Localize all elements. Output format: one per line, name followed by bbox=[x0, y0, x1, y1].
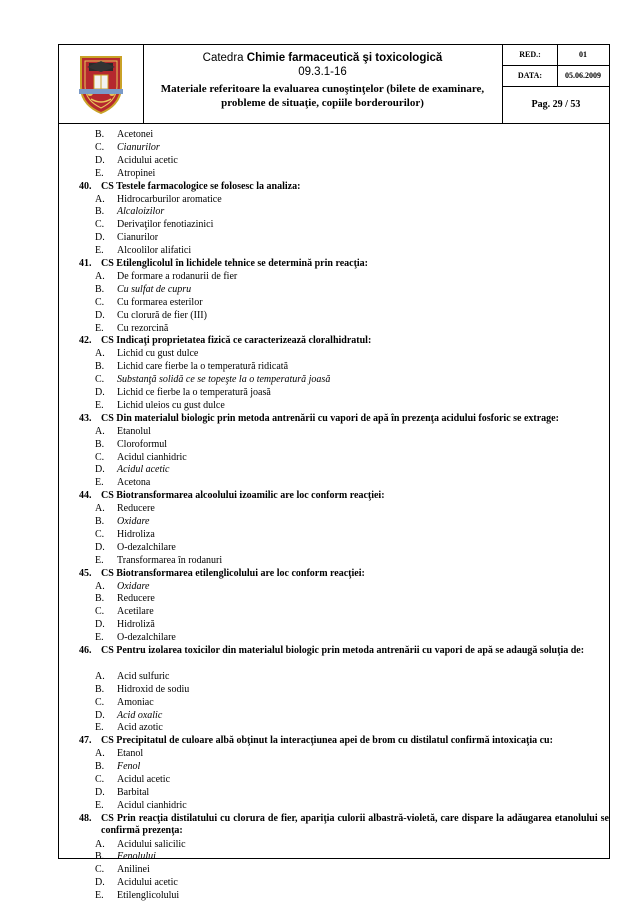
option-letter: B. bbox=[95, 761, 105, 773]
option-letter: C. bbox=[95, 374, 105, 386]
option-letter: E. bbox=[95, 554, 104, 566]
option-text: Lichid uleios cu gust dulce bbox=[117, 399, 225, 411]
question-number: 44. bbox=[79, 490, 92, 502]
question-text: CS Testele farmacologice se folosesc la analiza: bbox=[101, 180, 301, 192]
option-letter: E. bbox=[95, 722, 104, 734]
option-letter: C. bbox=[95, 528, 105, 540]
option-text: Acidul acetic bbox=[117, 774, 171, 785]
option-letter: E. bbox=[95, 245, 104, 257]
option-letter: E. bbox=[95, 890, 104, 902]
correct-option-text: Oxidare bbox=[117, 580, 150, 592]
option-text: Acidul cianhidric bbox=[117, 451, 187, 463]
option-letter: A. bbox=[95, 748, 105, 760]
option-letter: B. bbox=[95, 438, 105, 450]
question-text: CS Pentru izolarea toxicilor din materialul biologic prin metoda antrenării cu vapori de apă se adaugă soluţia de: bbox=[101, 645, 585, 656]
option-text: Cloroformul bbox=[117, 438, 167, 450]
option-text: Acetona bbox=[117, 477, 151, 489]
question-text: CS Prin reacţia distilatului cu clorura de fier, apariţia culorii albastră-violetă, care dispare la adăugarea etanolului se confirmă prezenţa: bbox=[101, 812, 609, 836]
question-text: CS Biotransformarea alcoolului izoamilic are loc conform reacţiei: bbox=[101, 490, 385, 502]
option-text: Etanol bbox=[117, 748, 144, 760]
document-code: 09.3.1-16 bbox=[298, 66, 347, 78]
option-letter: E. bbox=[95, 322, 104, 334]
option-letter: B. bbox=[95, 593, 105, 605]
option-letter: C. bbox=[95, 864, 105, 876]
option-letter: B. bbox=[95, 361, 105, 373]
option-text: Reducere bbox=[117, 593, 155, 605]
option-letter: A. bbox=[95, 348, 105, 360]
question-text: CS Din materialul biologic prin metoda antrenării cu vapori de apă în prezenţa acidului fosforic se extrage: bbox=[101, 412, 559, 424]
option-letter: D. bbox=[95, 786, 105, 798]
department-name: Chimie farmaceutică şi toxicologică bbox=[246, 52, 443, 64]
option-text: Cu rezorcină bbox=[117, 322, 169, 334]
option-letter: B. bbox=[95, 851, 105, 863]
option-text: Anilinei bbox=[117, 864, 150, 876]
option-text: Acidului acetic bbox=[117, 154, 178, 166]
option-text: Lichid cu gust dulce bbox=[117, 348, 199, 360]
option-text: Barbital bbox=[117, 786, 150, 798]
question-number: 46. bbox=[79, 645, 92, 656]
question-text: CS Indicaţi proprietatea fizică ce caracterizează cloralhidratul: bbox=[101, 335, 372, 347]
department-line bbox=[143, 51, 502, 65]
logo-cell bbox=[59, 45, 144, 123]
option-letter: B. bbox=[95, 206, 105, 218]
option-letter: C. bbox=[95, 774, 105, 785]
option-letter: A. bbox=[95, 425, 105, 437]
option-text: Acidului acetic bbox=[117, 877, 178, 889]
option-letter: E. bbox=[95, 632, 104, 644]
page-number: Pag. 29 / 53 bbox=[531, 99, 581, 110]
question-number: 40. bbox=[79, 180, 92, 192]
option-letter: E. bbox=[95, 799, 104, 811]
correct-option-text: Fenolului bbox=[117, 851, 156, 863]
question-number: 47. bbox=[79, 735, 92, 747]
option-letter: D. bbox=[95, 877, 105, 889]
date-value: 05.06.2009 bbox=[557, 66, 609, 87]
option-letter: E. bbox=[95, 399, 104, 411]
option-letter: A. bbox=[95, 670, 105, 682]
option-letter: B. bbox=[95, 516, 105, 527]
question-text: CS Biotransformarea etilenglicolului are loc conform reacţiei: bbox=[101, 567, 365, 579]
option-letter: C. bbox=[95, 296, 105, 308]
correct-option-text: Cu sulfat de cupru bbox=[117, 283, 192, 295]
department-prefix: Catedra bbox=[202, 52, 244, 64]
option-letter: B. bbox=[95, 129, 105, 140]
option-letter: C. bbox=[95, 141, 105, 153]
option-letter: E. bbox=[95, 477, 104, 489]
question-text: CS Precipitatul de culoare albă obţinut la interacţiunea apei de brom cu distilatul confirmă intoxicaţia cu: bbox=[101, 735, 553, 747]
option-letter: D. bbox=[95, 709, 105, 721]
option-text: Hidrocarburilor aromatice bbox=[117, 193, 222, 205]
option-letter: C. bbox=[95, 219, 105, 231]
question-number: 48. bbox=[79, 812, 92, 824]
option-letter: D. bbox=[95, 619, 105, 631]
option-text: De formare a rodanurii de fier bbox=[117, 270, 238, 282]
option-letter: A. bbox=[95, 580, 105, 592]
university-seal-icon bbox=[75, 53, 127, 115]
option-text: Acid azotic bbox=[117, 722, 163, 734]
option-letter: B. bbox=[95, 683, 105, 695]
option-text: Transformarea în rodanuri bbox=[117, 554, 223, 566]
option-text: Acidului salicilic bbox=[117, 838, 186, 850]
option-text: Hidroliza bbox=[117, 528, 155, 540]
option-letter: D. bbox=[95, 387, 105, 398]
option-letter: C. bbox=[95, 696, 105, 708]
option-letter: A. bbox=[95, 838, 105, 850]
option-text: Hidroxid de sodiu bbox=[117, 683, 190, 695]
option-text: Acidul cianhidric bbox=[117, 799, 187, 811]
red-label: RED.: bbox=[503, 45, 558, 66]
correct-option-text: Substanţă solidă ce se topeşte la o temperatură joasă bbox=[117, 374, 331, 386]
option-text: Amoniac bbox=[117, 696, 154, 708]
option-text: Acetonei bbox=[117, 129, 154, 140]
correct-option-text: Acidul acetic bbox=[117, 464, 170, 476]
option-text: Cianurilor bbox=[117, 232, 159, 244]
option-letter: B. bbox=[95, 283, 105, 295]
option-letter: A. bbox=[95, 193, 105, 205]
revision-cell bbox=[503, 45, 609, 123]
option-text: Hidroliză bbox=[117, 619, 155, 631]
correct-option-text: Alcaloizilor bbox=[117, 206, 165, 218]
question-number: 42. bbox=[79, 335, 92, 347]
option-text: O-dezalchilare bbox=[117, 541, 176, 553]
option-letter: D. bbox=[95, 541, 105, 553]
question-number: 45. bbox=[79, 567, 92, 579]
option-text: O-dezalchilare bbox=[117, 632, 176, 644]
option-text: Etanolul bbox=[117, 425, 151, 437]
option-text: Reducere bbox=[117, 503, 155, 515]
option-text: Cu clorură de fier (III) bbox=[117, 309, 207, 321]
question-number: 43. bbox=[79, 412, 92, 424]
option-text: Cu formarea esterilor bbox=[117, 296, 203, 308]
correct-option-text: Fenol bbox=[117, 761, 141, 773]
correct-option-text: Oxidare bbox=[117, 516, 150, 527]
option-letter: D. bbox=[95, 309, 105, 321]
option-text: Alcoolilor alifatici bbox=[117, 245, 192, 257]
date-label: DATA: bbox=[503, 66, 558, 87]
option-letter: C. bbox=[95, 451, 105, 463]
option-letter: E. bbox=[95, 167, 104, 179]
correct-option-text: Cianurilor bbox=[117, 141, 160, 153]
option-letter: A. bbox=[95, 270, 105, 282]
correct-option-text: Acid oxalic bbox=[117, 709, 163, 721]
option-text: Derivaţilor fenotiazinici bbox=[117, 219, 214, 231]
option-text: Acetilare bbox=[117, 606, 154, 618]
option-letter: A. bbox=[95, 503, 105, 515]
option-text: Lichid care fierbe la o temperatură ridicată bbox=[117, 361, 289, 373]
option-text: Lichid ce fierbe la o temperatură joasă bbox=[117, 387, 271, 398]
red-value: 01 bbox=[557, 45, 609, 66]
option-text: Etilenglicolului bbox=[117, 890, 180, 902]
option-letter: D. bbox=[95, 464, 105, 476]
question-number: 41. bbox=[79, 258, 92, 269]
option-letter: D. bbox=[95, 154, 105, 166]
option-letter: D. bbox=[95, 232, 105, 244]
option-text: Atropinei bbox=[117, 167, 156, 179]
option-text: Acid sulfuric bbox=[117, 670, 170, 682]
document-header bbox=[59, 45, 609, 124]
header-title-cell bbox=[143, 45, 503, 123]
document-subtitle: Materiale referitoare la evaluarea cunoştinţelor (bilete de examinare, probleme de situaţie, copiile borderourilor) bbox=[160, 83, 485, 109]
option-letter: C. bbox=[95, 606, 105, 618]
question-text: CS Etilenglicolul în lichidele tehnice se determină prin reacţia: bbox=[101, 258, 369, 269]
